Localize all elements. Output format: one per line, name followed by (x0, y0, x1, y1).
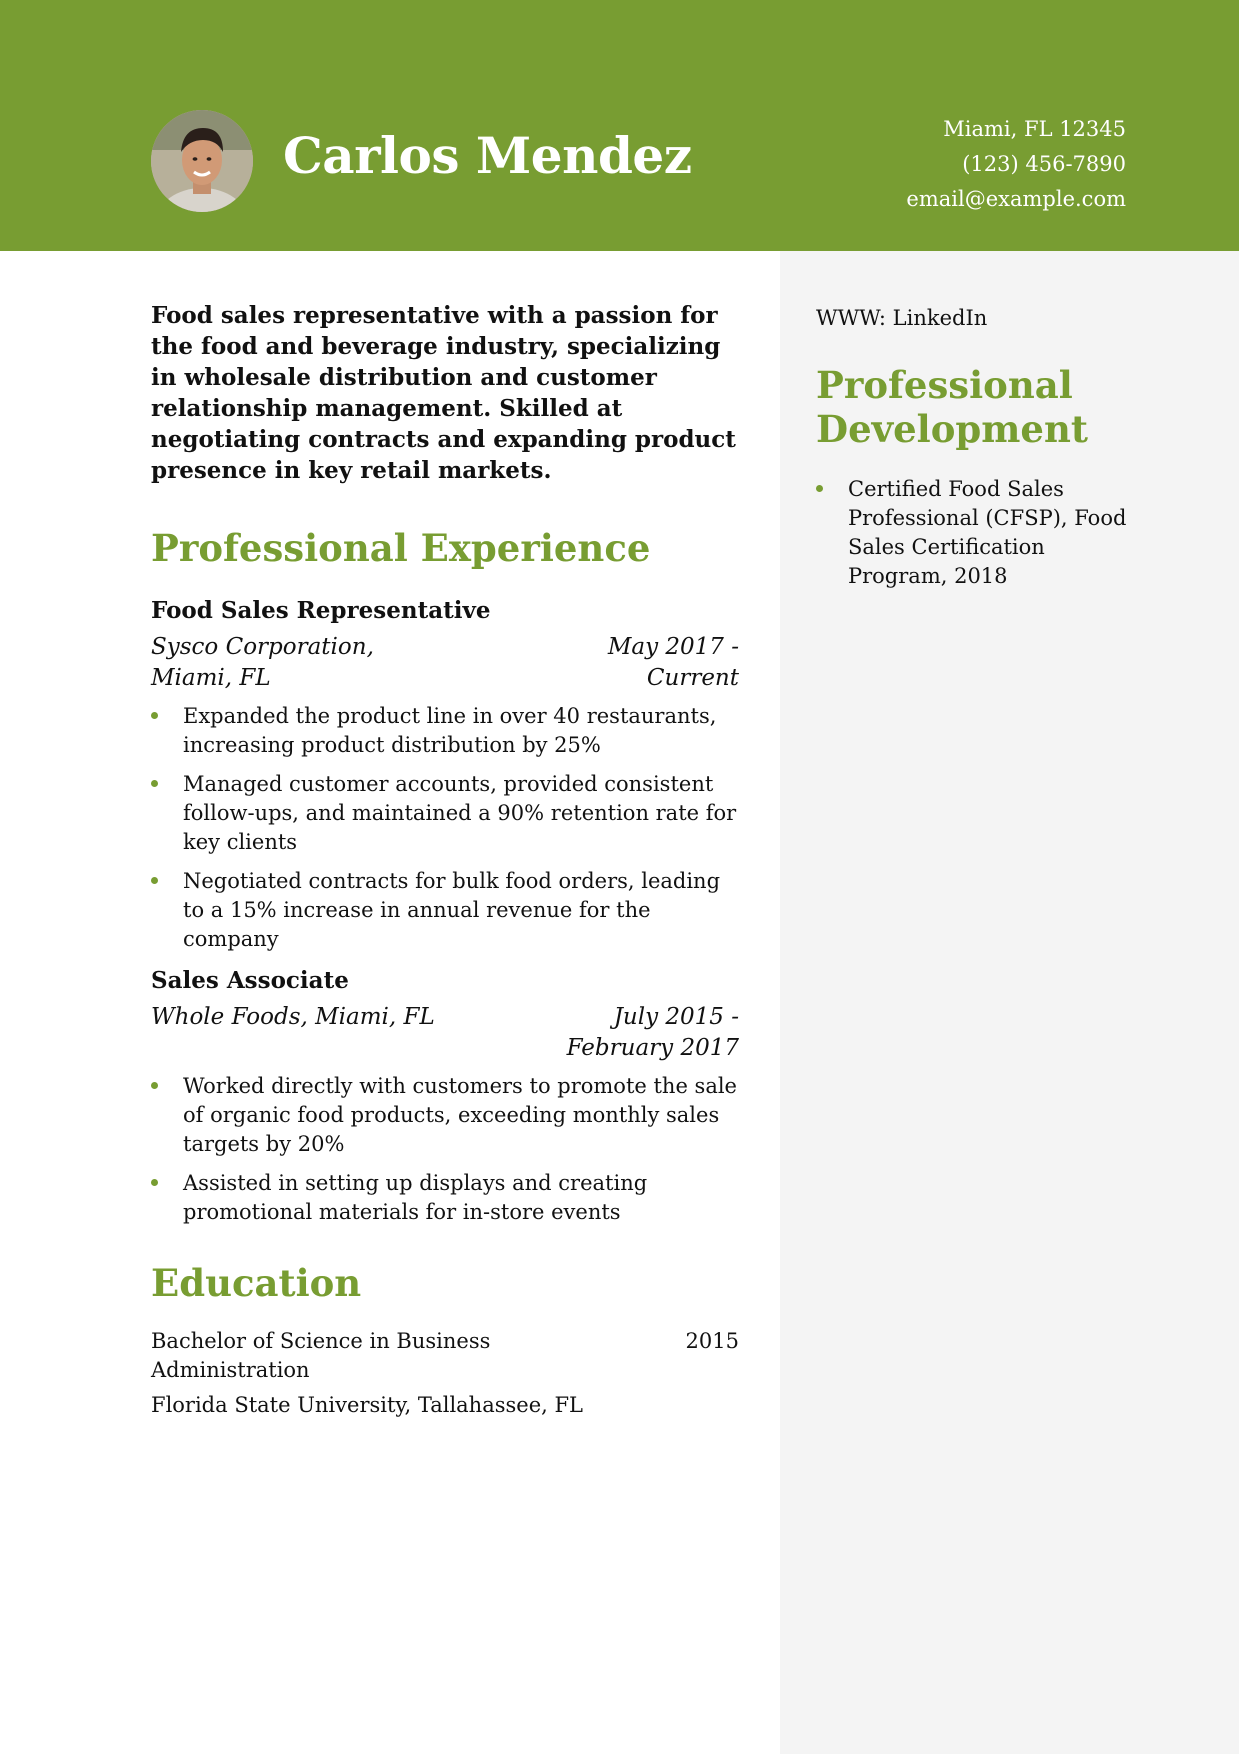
job-dates (608, 632, 739, 694)
development-list (816, 475, 1146, 591)
bullet-icon (151, 1179, 158, 1186)
job-company (151, 632, 374, 694)
bullet-text: Managed customer accounts, provided consistent follow-ups, and maintained a 90% retention rate for key clients (183, 772, 737, 854)
bullet-text: Assisted in setting up displays and creating promotional materials for in-store events (183, 1171, 648, 1224)
address: Miami, FL 12345 (943, 117, 1126, 141)
phone: (123) 456-7890 (962, 152, 1126, 176)
contact-info (906, 112, 1126, 217)
candidate-name: Carlos Mendez (283, 126, 692, 185)
summary: Food sales representative with a passion for the food and beverage industry, specializing in wholesale distribution and customer relationship management. Skilled at negotiating contracts and expanding product presence in key retail markets. (151, 302, 736, 484)
job-company-line: Sysco Corporation, (151, 634, 374, 660)
list-item (151, 770, 739, 857)
main-column (151, 300, 739, 1420)
profile-photo-icon (151, 110, 253, 212)
job-date-line: July 2015 - (613, 1004, 739, 1030)
bullet-text: Negotiated contracts for bulk food orders, leading to a 15% increase in annual revenue for the company (183, 869, 721, 951)
list-item (151, 867, 739, 954)
bullet-icon (151, 1082, 158, 1089)
job-date-line: May 2017 - (607, 634, 739, 660)
job-company (151, 1002, 435, 1064)
list-item (151, 1072, 739, 1159)
job-role: Food Sales Representative (151, 597, 491, 624)
job-dates (567, 1002, 739, 1064)
job-date-line: February 2017 (566, 1035, 739, 1061)
development-heading-line: Professional (816, 363, 1073, 407)
bullet-text: Worked directly with customers to promote the sale of organic food products, exceeding monthly sales targets by 20% (183, 1074, 737, 1156)
bullet-icon (151, 877, 158, 884)
list-item (816, 475, 1146, 591)
experience-heading: Professional Experience (151, 526, 651, 570)
job-role: Sales Associate (151, 967, 349, 994)
linkedin-link[interactable]: WWW: LinkedIn (816, 306, 988, 330)
bullet-text: Certified Food Sales Professional (CFSP), Food Sales Certification Program, 2018 (848, 477, 1127, 588)
development-heading-line: Development (816, 407, 1088, 451)
graduation-year: 2015 (685, 1329, 739, 1353)
job-entry (151, 966, 739, 1227)
development-heading (816, 363, 1146, 451)
job-meta (151, 632, 739, 694)
bullet-icon (151, 712, 158, 719)
header-banner (0, 0, 1239, 251)
job-company-line: Miami, FL (151, 665, 271, 691)
school: Florida State University, Tallahassee, FL (151, 1393, 584, 1417)
bullet-text: Expanded the product line in over 40 restaurants, increasing product distribution by 25% (183, 704, 717, 757)
list-item (151, 1169, 739, 1227)
email[interactable]: email@example.com (906, 187, 1126, 211)
degree: Bachelor of Science in Business Administration (151, 1329, 491, 1382)
job-company-line: Whole Foods, Miami, FL (151, 1004, 435, 1030)
list-item (151, 702, 739, 760)
job-bullets (151, 702, 739, 954)
avatar (151, 110, 253, 212)
job-entry (151, 596, 739, 954)
education-heading: Education (151, 1261, 362, 1305)
bullet-icon (816, 485, 823, 492)
education-entry (151, 1327, 739, 1420)
job-meta (151, 1002, 739, 1064)
job-date-line: Current (646, 665, 739, 691)
job-bullets (151, 1072, 739, 1227)
bullet-icon (151, 780, 158, 787)
education-row (151, 1327, 739, 1385)
sidebar-content (816, 303, 1146, 601)
